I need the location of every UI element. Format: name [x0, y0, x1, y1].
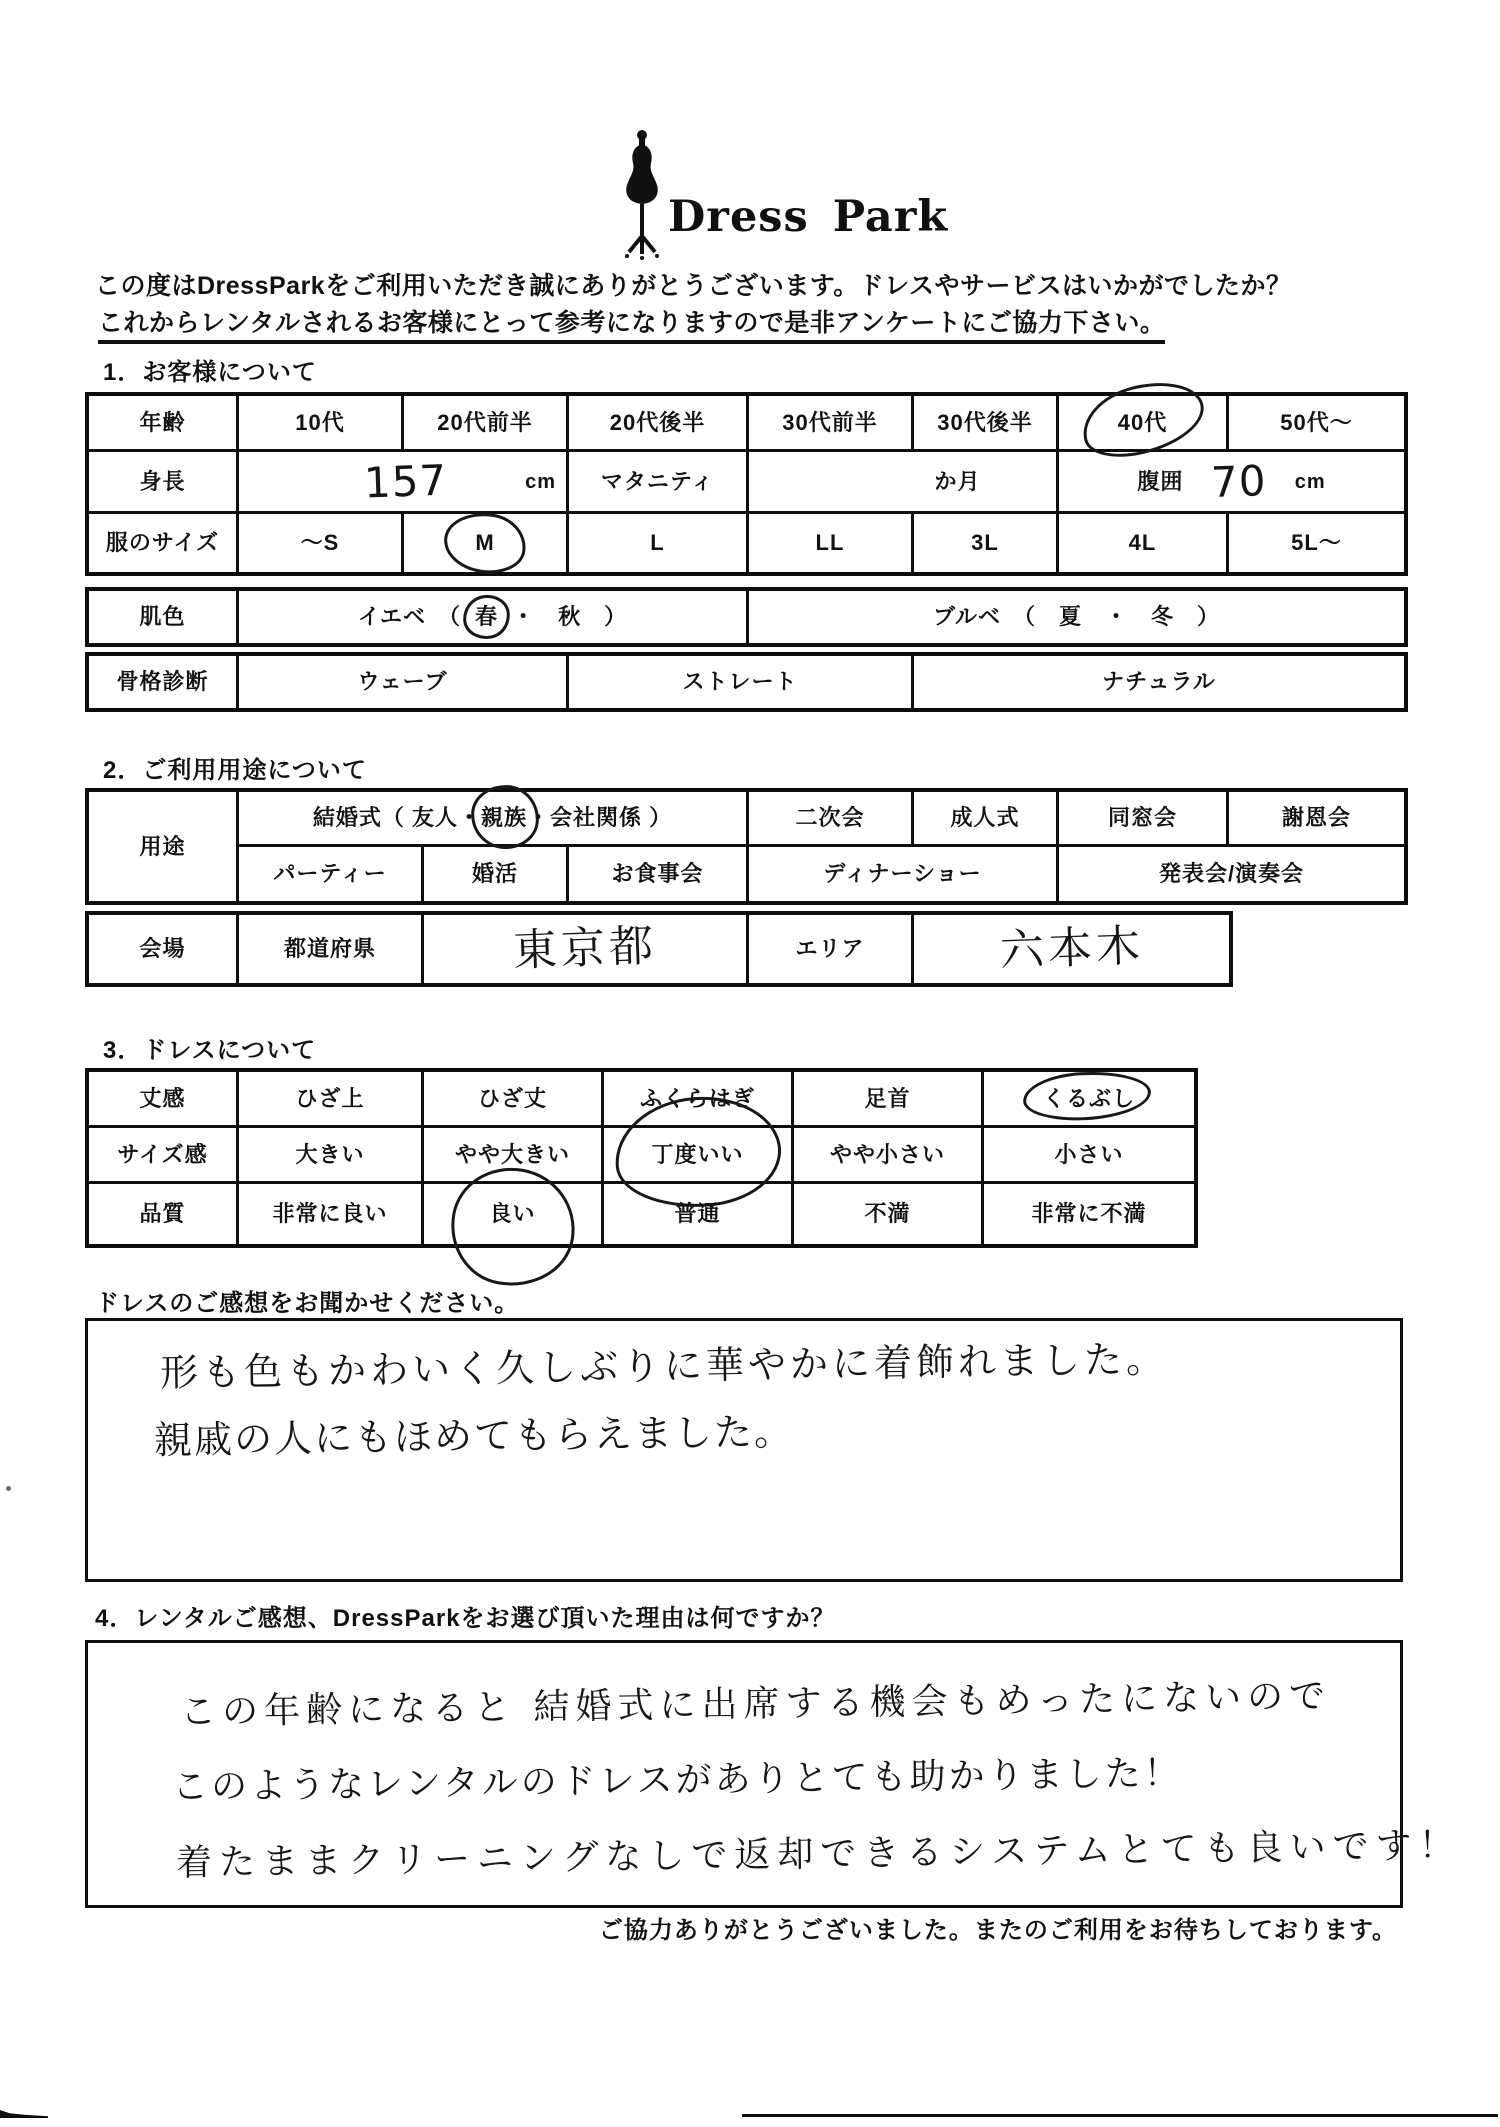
section3-title: 3．ドレスについて — [103, 1037, 317, 1064]
length-label: 丈感 — [89, 1072, 239, 1128]
maternity-months-cell — [749, 452, 1059, 514]
dress-comment-line: 形も色もかわいく久しぶりに華やかに着飾れました。 — [159, 1336, 1169, 1396]
purpose-option: 婚活 — [424, 847, 569, 901]
scan-artifact-line — [742, 2114, 1498, 2117]
age-option: 30代後半 — [914, 396, 1059, 452]
quality-option: 不満 — [794, 1184, 984, 1244]
waist-cell — [1059, 452, 1404, 514]
length-option: 足首 — [794, 1072, 984, 1128]
rental-comment-line: このようなレンタルのドレスがありとても助かりました！ — [171, 1752, 1183, 1809]
waist-handwritten-value: 70 — [1210, 455, 1268, 507]
rental-comment-line: 着たままクリーニングなしで返却できるシステムとても良いです！ — [175, 1825, 1462, 1884]
quality-option: 普通 — [604, 1184, 794, 1244]
quality-option-selected: 良い — [424, 1184, 604, 1244]
height-handwritten-value: 157 — [363, 455, 448, 507]
section1-title: 1．お客様について — [103, 359, 317, 386]
age-option: 50代～ — [1229, 396, 1404, 452]
age-option: 20代後半 — [569, 396, 749, 452]
purpose-option: お食事会 — [569, 847, 749, 901]
wedding-relatives-selected: 親族 — [481, 807, 527, 829]
age-label: 年齢 — [89, 396, 239, 452]
venue-row — [85, 911, 1233, 987]
prefecture-label: 都道府県 — [239, 915, 424, 983]
skeleton-option: ナチュラル — [1102, 669, 1216, 694]
age-option: 30代前半 — [749, 396, 914, 452]
dress-mannequin-icon — [620, 128, 664, 260]
waist-unit: cm — [1294, 470, 1326, 493]
skeleton-option: ストレート — [569, 656, 914, 708]
quality-label: 品質 — [89, 1184, 239, 1244]
ankle-selected: くるぶし — [1043, 1088, 1135, 1110]
size-option: LL — [749, 514, 914, 572]
size-label: 服のサイズ — [89, 514, 239, 572]
dress-comment-line: 親戚の人にもほめてもらえました。 — [153, 1409, 795, 1463]
purpose-option: 発表会/演奏会 — [1158, 861, 1305, 886]
size-option: 3L — [914, 514, 1059, 572]
maternity-label: マタニティ — [569, 452, 749, 514]
age-option: 20代前半 — [404, 396, 569, 452]
intro-thanks-text: この度はDressParkをご利用いただき誠にありがとうございます。ドレスやサービスはいかがでしたか？ — [95, 272, 1292, 300]
purpose-label: 用途 — [89, 792, 239, 901]
purpose-option: 同窓会 — [1059, 792, 1229, 847]
fit-option: やや小さい — [794, 1128, 984, 1184]
purpose-option: パーティー — [239, 847, 424, 901]
length-option: ひざ上 — [239, 1072, 424, 1128]
area-handwritten-value: 六本木 — [998, 920, 1145, 977]
height-value-cell — [239, 452, 569, 514]
purpose-table — [85, 788, 1408, 905]
skin-label: 肌色 — [89, 591, 239, 643]
skin-tone-row — [85, 587, 1408, 647]
area-label: エリア — [749, 915, 914, 983]
section4-title: 4．レンタルご感想、DressParkをお選び頂いた理由は何ですか？ — [95, 1605, 836, 1632]
fit-option: 小さい — [984, 1128, 1194, 1184]
purpose-option: 二次会 — [749, 792, 914, 847]
quality-option: 非常に良い — [239, 1184, 424, 1244]
section2-title: 2．ご利用用途について — [103, 757, 367, 784]
skeleton-label: 骨格診断 — [89, 656, 239, 708]
skin-yellow-base-cell: イエベ （ 春 ・ 秋 ） — [239, 591, 749, 643]
length-option-selected — [984, 1072, 1194, 1128]
scan-artifact-dot — [6, 1486, 11, 1491]
waist-label: 腹囲 — [1137, 468, 1184, 494]
months-unit: か月 — [934, 468, 981, 494]
scan-artifact-corner — [0, 2110, 48, 2118]
size-option-selected: M — [404, 514, 569, 572]
age-option-selected: 40代 — [1059, 396, 1229, 452]
skeleton-option: ウェーブ — [239, 656, 569, 708]
dress-comment-prompt: ドレスのご感想をお聞かせください。 — [95, 1290, 520, 1317]
brand-name: Dress Park — [668, 192, 949, 242]
fit-option: やや大きい — [424, 1128, 604, 1184]
prefecture-handwritten-value: 東京都 — [424, 915, 749, 983]
age-option: 10代 — [239, 396, 404, 452]
skin-spring-selected: 春 — [475, 606, 498, 628]
purpose-wedding-cell: 結婚式（ 友人・ 親族 ・会社関係 ） — [239, 792, 749, 847]
length-option: ふくらはぎ — [604, 1072, 794, 1128]
footer-thanks: ご協力ありがとうございました。またのご利用をお待ちしております。 — [598, 1917, 1397, 1944]
rental-comment-line: この年齢になると 結婚式に出席する機会もめったにないので — [179, 1675, 1332, 1734]
size-option: ～S — [239, 514, 404, 572]
size-option: 5L～ — [1291, 530, 1342, 555]
skin-blue-base-cell: ブルベ （ 夏 ・ 冬 ） — [932, 604, 1221, 629]
purpose-option: 謝恩会 — [1229, 792, 1404, 847]
length-option: ひざ丈 — [424, 1072, 604, 1128]
fit-option: 大きい — [239, 1128, 424, 1184]
purpose-option: ディナーショー — [749, 847, 1059, 901]
intro-request-text: これからレンタルされるお客様にとって参考になりますので是非アンケートにご協力下さい。 — [98, 303, 1165, 339]
fit-option-selected: 丁度いい — [604, 1128, 794, 1184]
dress-table — [85, 1068, 1198, 1248]
fit-label: サイズ感 — [89, 1128, 239, 1184]
size-option: L — [569, 514, 749, 572]
size-option: 4L — [1059, 514, 1229, 572]
height-label: 身長 — [89, 452, 239, 514]
skeleton-row — [85, 652, 1408, 712]
quality-option: 非常に不満 — [1031, 1201, 1147, 1226]
customer-table — [85, 392, 1408, 576]
height-unit: cm — [525, 470, 556, 493]
dress-comment-box — [85, 1318, 1403, 1582]
purpose-option: 成人式 — [914, 792, 1059, 847]
venue-label: 会場 — [89, 915, 239, 983]
rental-comment-box — [85, 1640, 1462, 1908]
